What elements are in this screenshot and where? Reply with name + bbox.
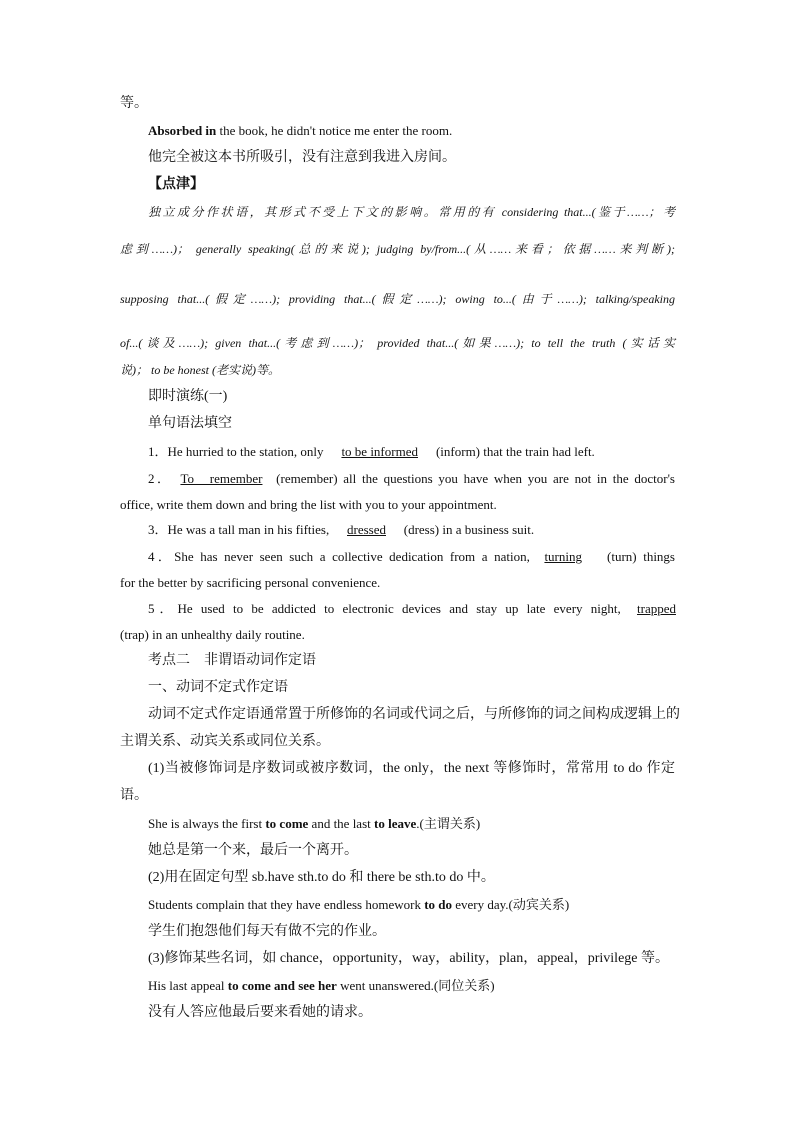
text-span: every day.(动宾关系) [452,897,570,912]
text-span: 2． [148,471,173,486]
bold-phrase: to do [424,897,453,912]
question-4 [148,548,675,566]
question-4-cont: for the better by sacrificing personal convenience. [120,575,381,590]
example-translation: 学生们抱怨他们每天有做不完的作业。 [148,924,386,939]
text-span: and the last [308,816,375,831]
text-span: 4．She has never seen such a collective dedication from a nation, [148,549,537,564]
subsection-heading: 一、动词不定式作定语 [148,680,288,695]
text-span: went unanswered.(同位关系) [336,978,495,993]
question-5-cont: (trap) in an unhealthy daily routine. [120,627,305,642]
text-line: 等。 [120,96,148,111]
text-span: (inform) that the train had left. [432,444,595,459]
question-2-cont: office, write them down and bring the list with you to your appointment. [120,497,497,512]
text-span: 1．He hurried to the station, only [148,444,327,459]
text-span: 5．He used to be addicted to electronic devices and stay up late every night, [148,601,629,616]
text-span: 3．He was a tall man in his fifties, [148,522,333,537]
example-translation: 他完全被这本书所吸引，没有注意到我进入房间。 [148,150,456,165]
text-span: His last appeal [148,978,228,993]
bold-phrase: Absorbed in [148,123,217,138]
paragraph-line: (1)当被修饰词是序数词或被序数词，the only，the next 等修饰时，常常用 to do 作定 [148,761,675,776]
example-sentence [148,122,452,140]
paragraph-line: (2)用在固定句型 sb.have sth.to do 和 there be sth.to do 中。 [148,870,495,885]
question-3 [148,521,534,539]
paragraph-line: 语。 [120,788,148,803]
text-line: 独立成分作状语，其形式不受上下文的影响。常用的有 considering that...(鉴于……；考 [148,205,675,219]
bold-phrase: to leave [374,816,417,831]
text-line: supposing that...(假定……); providing that...(假定……); owing to...(由于……); talking/speaking [120,292,675,306]
example-translation: 她总是第一个来，最后一个离开。 [148,843,358,858]
exercise-title: 即时演练(一) [148,389,228,404]
text-span: (remember) all the questions you have when you are not in the doctor's [270,471,675,486]
text-span: (turn) things [600,549,675,564]
answer-blank: to be informed [341,444,418,459]
text-line: 说)； to be honest (老实说)等。 [120,363,280,377]
section-heading: 考点二 非谓语动词作定语 [148,653,316,668]
paragraph-line: (3)修饰某些名词，如 chance，opportunity，way，ability，plan，appeal，privilege 等。 [148,951,669,966]
paragraph-line: 主谓关系、动宾关系或同位关系。 [120,734,330,749]
answer-blank: turning [544,549,582,564]
paragraph-line: 动词不定式作定语通常置于所修饰的名词或代词之后，与所修饰的词之间构成逻辑上的 [148,707,680,722]
bold-phrase: to come [265,816,309,831]
text-span: She is always the first [148,816,266,831]
text-span: (dress) in a business suit. [400,522,535,537]
question-5 [148,600,675,618]
question-2 [148,470,675,488]
example-sentence [148,896,569,914]
exercise-subtitle: 单句语法填空 [148,416,232,431]
answer-blank: dressed [347,522,386,537]
bold-phrase: to come and see her [227,978,337,993]
text-span: the book, he didn't notice me enter the room. [216,123,453,138]
answer-blank: trapped [637,601,676,616]
example-translation: 没有人答应他最后要来看她的请求。 [148,1005,372,1020]
example-sentence [148,977,495,995]
answer-blank: To remember [180,471,263,486]
text-line: 虑到……)； generally speaking(总的来说); judging by/from...(从……来看；依据……来判断); [120,242,675,256]
text-span: .(主谓关系) [416,816,481,831]
question-1 [148,443,595,461]
text-line: of...(谈及……); given that...(考虑到……)； provided that...(如果……); to tell the truth (实话实 [120,336,675,350]
text-span: Students complain that they have endless homework [148,897,425,912]
example-sentence [148,815,480,833]
section-heading: 【点津】 [148,177,204,192]
